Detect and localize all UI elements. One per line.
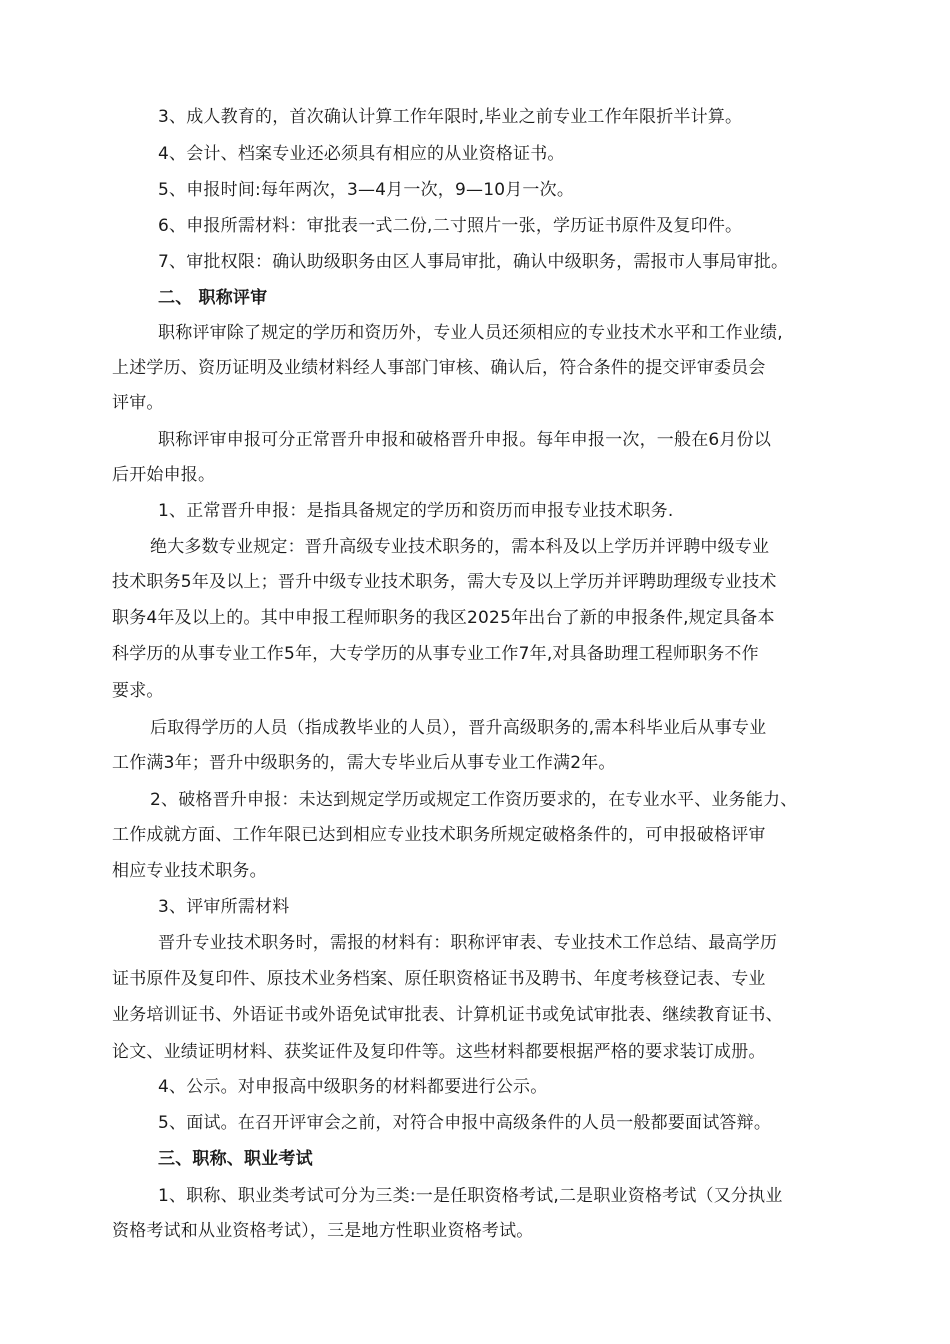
paragraph-line: 要求。 bbox=[112, 681, 164, 701]
paragraph-line: 1、职称、职业类考试可分为三类:一是任职资格考试,二是职业资格考试（又分执业 bbox=[158, 1186, 783, 1206]
paragraph-line: 职称评审除了规定的学历和资历外，专业人员还须相应的专业技术水平和工作业绩, bbox=[158, 323, 783, 343]
paragraph-line: 绝大多数专业规定：晋升高级专业技术职务的，需本科及以上学历并评聘中级专业 bbox=[150, 537, 770, 557]
paragraph-line: 6、申报所需材料：审批表一式二份,二寸照片一张，学历证书原件及复印件。 bbox=[158, 216, 743, 236]
paragraph-line: 3、成人教育的，首次确认计算工作年限时,毕业之前专业工作年限折半计算。 bbox=[158, 107, 743, 127]
paragraph-line: 职务4年及以上的。其中申报工程师职务的我区2025年出台了新的申报条件,规定具备本 bbox=[112, 608, 775, 628]
paragraph-line: 4、公示。对申报高中级职务的材料都要进行公示。 bbox=[158, 1077, 548, 1097]
paragraph-line: 上述学历、资历证明及业绩材料经人事部门审核、确认后，符合条件的提交评审委员会 bbox=[112, 358, 766, 378]
paragraph-line: 证书原件及复印件、原技术业务档案、原任职资格证书及聘书、年度考核登记表、专业 bbox=[112, 969, 766, 989]
paragraph-line: 后开始申报。 bbox=[112, 465, 216, 485]
paragraph-line: 科学历的从事专业工作5年，大专学历的从事专业工作7年,对具备助理工程师职务不作 bbox=[112, 644, 759, 664]
paragraph-line: 1、正常晋升申报：是指具备规定的学历和资历而申报专业技术职务. bbox=[158, 501, 674, 521]
section-heading: 三、职称、职业考试 bbox=[158, 1149, 313, 1169]
paragraph-line: 5、面试。在召开评审会之前，对符合申报中高级条件的人员一般都要面试答辩。 bbox=[158, 1113, 772, 1133]
paragraph-line: 4、会计、档案专业还必须具有相应的从业资格证书。 bbox=[158, 144, 565, 164]
paragraph-line: 2、破格晋升申报：未达到规定学历或规定工作资历要求的，在专业水平、业务能力、 bbox=[150, 790, 798, 810]
paragraph-line: 后取得学历的人员（指成教毕业的人员），晋升高级职务的,需本科毕业后从事专业 bbox=[150, 718, 767, 738]
paragraph-line: 技术职务5年及以上；晋升中级专业技术职务，需大专及以上学历并评聘助理级专业技术 bbox=[112, 572, 777, 592]
paragraph-line: 论文、业绩证明材料、获奖证件及复印件等。这些材料都要根据严格的要求装订成册。 bbox=[112, 1042, 766, 1062]
paragraph-line: 5、申报时间:每年两次，3—4月一次，9—10月一次。 bbox=[158, 180, 575, 200]
paragraph-line: 工作满3年；晋升中级职务的，需大专毕业后从事专业工作满2年。 bbox=[112, 753, 616, 773]
paragraph-line: 职称评审申报可分正常晋升申报和破格晋升申报。每年申报一次，一般在6月份以 bbox=[158, 430, 772, 450]
paragraph-line: 7、审批权限：确认助级职务由区人事局审批，确认中级职务，需报市人事局审批。 bbox=[158, 252, 789, 272]
paragraph-line: 评审。 bbox=[112, 393, 164, 413]
section-heading: 二、 职称评审 bbox=[158, 288, 268, 308]
paragraph-line: 晋升专业技术职务时，需报的材料有：职称评审表、专业技术工作总结、最高学历 bbox=[158, 933, 778, 953]
paragraph-line: 3、评审所需材料 bbox=[158, 897, 290, 917]
paragraph-line: 业务培训证书、外语证书或外语免试审批表、计算机证书或免试审批表、继续教育证书、 bbox=[112, 1005, 783, 1025]
paragraph-line: 资格考试和从业资格考试），三是地方性职业资格考试。 bbox=[112, 1221, 534, 1241]
paragraph-line: 工作成就方面、工作年限已达到相应专业技术职务所规定破格条件的，可申报破格评审 bbox=[112, 825, 766, 845]
paragraph-line: 相应专业技术职务。 bbox=[112, 861, 267, 881]
